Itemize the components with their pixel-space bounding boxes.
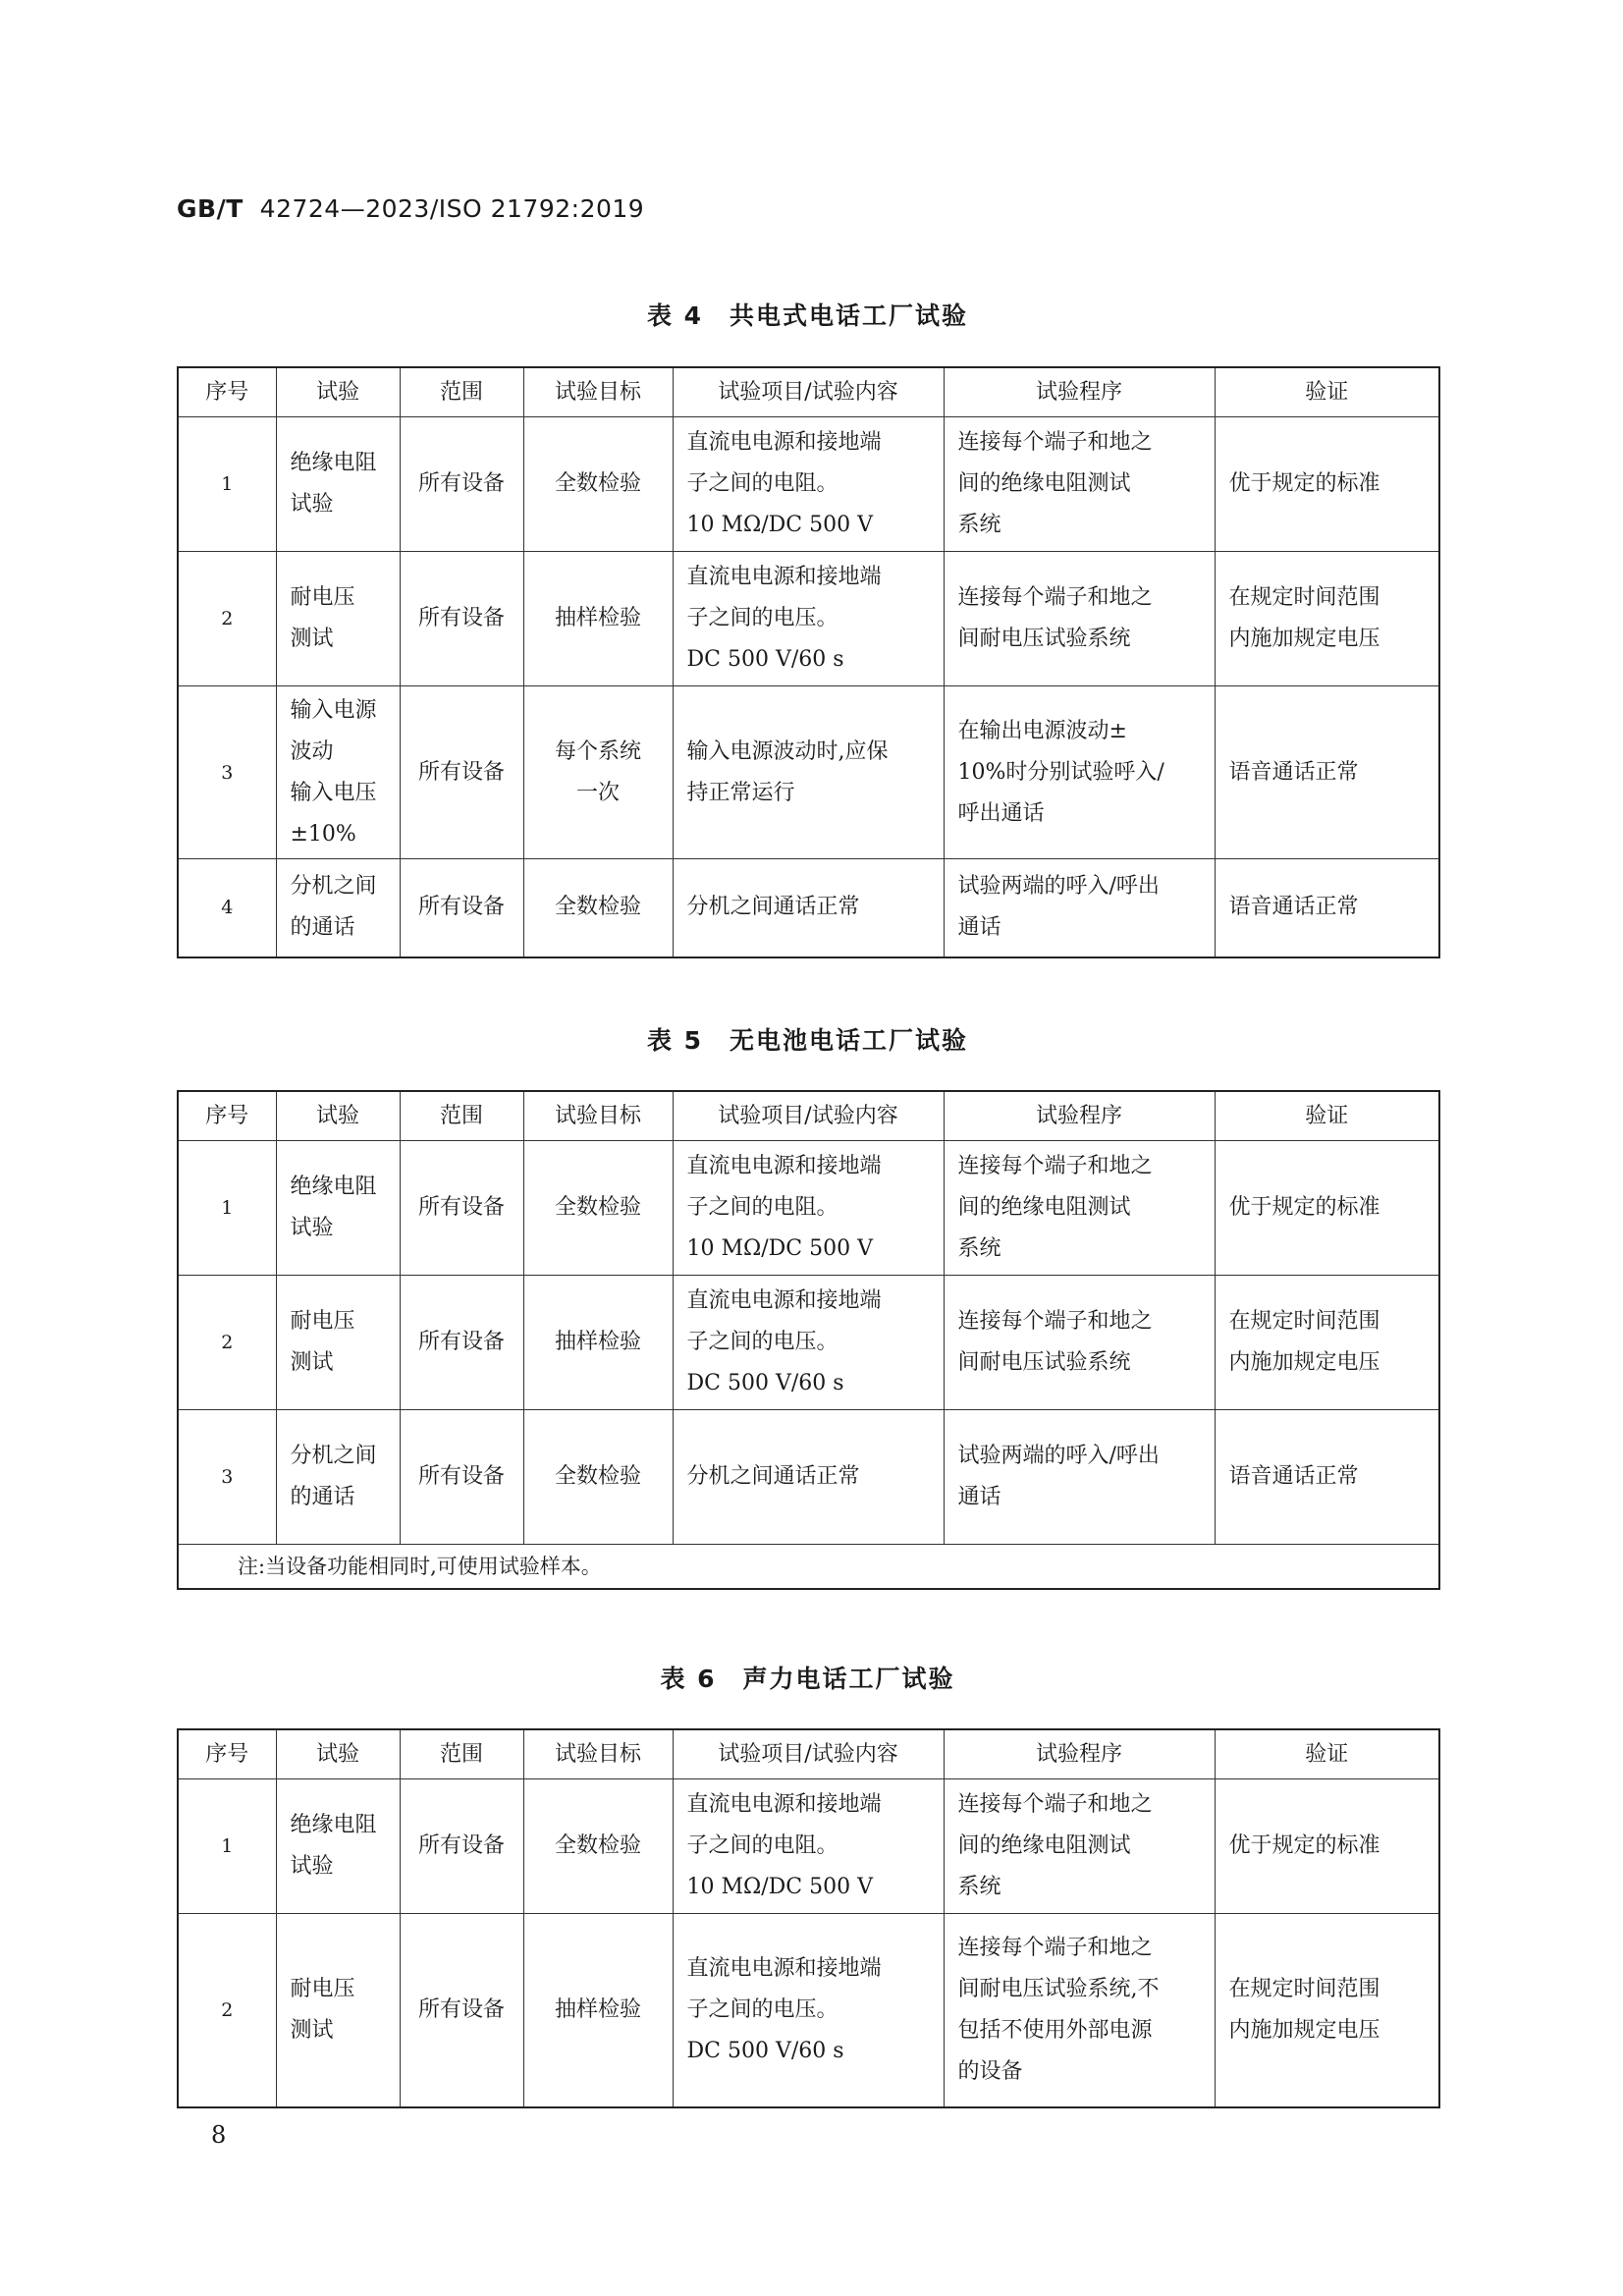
cell-text: 全数检验: [554, 1195, 641, 1220]
cell-text: 绝缘电阻 试验: [290, 1175, 377, 1240]
cell-content: [673, 859, 944, 957]
cell-verify: [1215, 417, 1439, 552]
cell-text: 在规定时间范围 内施加规定电压: [1228, 1309, 1380, 1375]
table4: [177, 366, 1440, 958]
cell-text: 优于规定的标准: [1228, 1833, 1380, 1858]
column-header-goal: 试验目标: [523, 367, 673, 417]
cell-number: [178, 686, 276, 859]
cell-procedure: [944, 1779, 1215, 1914]
cell-test: [276, 686, 400, 859]
standard-code: GB/T: [177, 194, 243, 223]
cell-text: 语音通话正常: [1228, 1464, 1359, 1489]
cell-procedure: [944, 417, 1215, 552]
cell-text: 连接每个端子和地之 间耐电压试验系统: [957, 1309, 1153, 1375]
cell-text: 所有设备: [417, 1996, 505, 2022]
cell-procedure: [944, 1914, 1215, 2107]
cell-text: 所有设备: [417, 606, 505, 630]
cell-test: [276, 859, 400, 957]
column-header-goal: 试验目标: [523, 1729, 673, 1779]
cell-verify: [1215, 686, 1439, 859]
header-row: [178, 367, 1439, 417]
cell-test: [276, 552, 400, 686]
document-header: [177, 194, 644, 223]
cell-text: 2: [221, 608, 234, 629]
cell-text: 直流电电源和接地端 子之间的电压。 DC 500 V/60 s: [686, 1288, 882, 1395]
note-row: [178, 1545, 1439, 1590]
cell-text: 绝缘电阻 试验: [290, 1813, 377, 1879]
cell-text: 所有设备: [417, 471, 505, 496]
cell-text: 1: [221, 473, 234, 495]
cell-test: [276, 417, 400, 552]
cell-procedure: [944, 859, 1215, 957]
cell-text: 抽样检验: [554, 606, 641, 630]
column-header-scope: 范围: [400, 367, 523, 417]
cell-text: 分机之间 的通话: [290, 874, 377, 941]
header-row: [178, 1729, 1439, 1779]
cell-text: 1: [221, 1835, 234, 1857]
cell-goal: [523, 1779, 673, 1914]
cell-scope: [400, 1276, 523, 1410]
table-row: [178, 686, 1439, 859]
cell-text: 语音通话正常: [1228, 895, 1359, 920]
column-header-verify: 验证: [1215, 1091, 1439, 1141]
column-header-number: 序号: [178, 1091, 276, 1141]
column-header-test: 试验: [276, 1729, 400, 1779]
column-header-number: 序号: [178, 1729, 276, 1779]
cell-text: 每个系统 一次: [554, 738, 641, 805]
cell-scope: [400, 552, 523, 686]
column-header-content: 试验项目/试验内容: [673, 367, 944, 417]
column-header-number: 序号: [178, 367, 276, 417]
cell-text: 全数检验: [554, 471, 641, 496]
table-row: [178, 417, 1439, 552]
cell-text: 输入电源 波动 输入电压 ±10%: [290, 697, 377, 847]
cell-content: [673, 1914, 944, 2107]
cell-text: 所有设备: [417, 759, 505, 785]
page-number: 8: [211, 2121, 227, 2149]
column-header-scope: 范围: [400, 1091, 523, 1141]
cell-goal: [523, 1276, 673, 1410]
cell-test: [276, 1141, 400, 1276]
cell-verify: [1215, 1410, 1439, 1545]
cell-text: 1: [221, 1197, 234, 1219]
table-row: [178, 1141, 1439, 1276]
cell-content: [673, 1276, 944, 1410]
cell-text: 抽样检验: [554, 1996, 641, 2022]
table-row: [178, 1779, 1439, 1914]
cell-text: 直流电电源和接地端 子之间的电阻。 10 MΩ/DC 500 V: [686, 1154, 882, 1261]
cell-text: 直流电电源和接地端 子之间的电压。 DC 500 V/60 s: [686, 1955, 882, 2063]
cell-verify: [1215, 1779, 1439, 1914]
cell-procedure: [944, 552, 1215, 686]
table-row: [178, 1914, 1439, 2107]
cell-content: [673, 1779, 944, 1914]
column-header-verify: 验证: [1215, 1729, 1439, 1779]
cell-text: 试验两端的呼入/呼出 通话: [957, 874, 1160, 941]
cell-text: 输入电源波动时,应保 持正常运行: [686, 738, 889, 805]
cell-text: 2: [221, 1998, 234, 2021]
cell-text: 连接每个端子和地之 间耐电压试验系统: [957, 585, 1153, 651]
cell-number: [178, 552, 276, 686]
cell-text: 所有设备: [417, 1330, 505, 1354]
cell-verify: [1215, 1276, 1439, 1410]
cell-scope: [400, 686, 523, 859]
table-note: 注:当设备功能相同时,可使用试验样本。: [178, 1545, 1439, 1590]
cell-text: 抽样检验: [554, 1330, 641, 1354]
cell-text: 直流电电源和接地端 子之间的电阻。 10 MΩ/DC 500 V: [686, 1792, 882, 1899]
cell-text: 分机之间通话正常: [686, 1464, 860, 1489]
cell-text: 3: [221, 1466, 234, 1488]
cell-procedure: [944, 1141, 1215, 1276]
cell-text: 连接每个端子和地之 间的绝缘电阻测试 系统: [957, 1154, 1153, 1261]
table4-caption: 表 4 共电式电话工厂试验: [646, 301, 969, 330]
cell-text: 分机之间通话正常: [686, 895, 860, 920]
column-header-procedure: 试验程序: [944, 1729, 1215, 1779]
column-header-procedure: 试验程序: [944, 1091, 1215, 1141]
cell-content: [673, 417, 944, 552]
cell-text: 在输出电源波动± 10%时分别试验呼入/ 呼出通话: [957, 718, 1164, 826]
table-row: [178, 1410, 1439, 1545]
cell-goal: [523, 1141, 673, 1276]
cell-number: [178, 1276, 276, 1410]
cell-procedure: [944, 686, 1215, 859]
cell-number: [178, 859, 276, 957]
cell-text: 绝缘电阻 试验: [290, 451, 377, 517]
cell-scope: [400, 1141, 523, 1276]
cell-goal: [523, 1914, 673, 2107]
cell-text: 所有设备: [417, 1833, 505, 1858]
cell-text: 3: [221, 761, 234, 784]
table-row: [178, 859, 1439, 957]
table-row: [178, 552, 1439, 686]
cell-text: 所有设备: [417, 1195, 505, 1220]
cell-text: 连接每个端子和地之 间耐电压试验系统,不 包括不使用外部电源 的设备: [957, 1935, 1160, 2084]
cell-content: [673, 1141, 944, 1276]
cell-text: 试验两端的呼入/呼出 通话: [957, 1444, 1160, 1509]
cell-text: 所有设备: [417, 895, 505, 920]
cell-test: [276, 1779, 400, 1914]
column-header-procedure: 试验程序: [944, 367, 1215, 417]
cell-scope: [400, 859, 523, 957]
cell-goal: [523, 686, 673, 859]
cell-number: [178, 1410, 276, 1545]
cell-test: [276, 1410, 400, 1545]
cell-goal: [523, 1410, 673, 1545]
cell-test: [276, 1276, 400, 1410]
cell-text: 耐电压 测试: [290, 1976, 355, 2043]
cell-text: 耐电压 测试: [290, 1309, 355, 1375]
cell-text: 语音通话正常: [1228, 759, 1359, 785]
table6-caption: 表 6 声力电话工厂试验: [660, 1665, 955, 1693]
cell-content: [673, 552, 944, 686]
cell-text: 连接每个端子和地之 间的绝缘电阻测试 系统: [957, 430, 1153, 537]
cell-text: 所有设备: [417, 1464, 505, 1489]
cell-number: [178, 1779, 276, 1914]
cell-number: [178, 417, 276, 552]
column-header-goal: 试验目标: [523, 1091, 673, 1141]
cell-text: 直流电电源和接地端 子之间的电阻。 10 MΩ/DC 500 V: [686, 430, 882, 537]
table6: [177, 1728, 1440, 2108]
cell-text: 在规定时间范围 内施加规定电压: [1228, 585, 1380, 651]
column-header-test: 试验: [276, 367, 400, 417]
cell-scope: [400, 1914, 523, 2107]
cell-goal: [523, 859, 673, 957]
column-header-scope: 范围: [400, 1729, 523, 1779]
header-row: [178, 1091, 1439, 1141]
cell-verify: [1215, 552, 1439, 686]
cell-procedure: [944, 1276, 1215, 1410]
cell-number: [178, 1914, 276, 2107]
cell-scope: [400, 417, 523, 552]
column-header-content: 试验项目/试验内容: [673, 1091, 944, 1141]
cell-content: [673, 686, 944, 859]
cell-text: 耐电压 测试: [290, 585, 355, 651]
table5: [177, 1090, 1440, 1590]
cell-procedure: [944, 1410, 1215, 1545]
cell-verify: [1215, 859, 1439, 957]
cell-text: 优于规定的标准: [1228, 471, 1380, 496]
cell-verify: [1215, 1141, 1439, 1276]
cell-text: 优于规定的标准: [1228, 1195, 1380, 1220]
cell-text: 全数检验: [554, 1464, 641, 1489]
cell-goal: [523, 417, 673, 552]
cell-verify: [1215, 1914, 1439, 2107]
table-row: [178, 1276, 1439, 1410]
cell-test: [276, 1914, 400, 2107]
column-header-test: 试验: [276, 1091, 400, 1141]
cell-text: 2: [221, 1332, 234, 1353]
column-header-verify: 验证: [1215, 367, 1439, 417]
standard-number: 42724—2023/ISO 21792:2019: [259, 194, 645, 223]
cell-text: 分机之间 的通话: [290, 1444, 377, 1509]
cell-goal: [523, 552, 673, 686]
cell-text: 全数检验: [554, 1833, 641, 1858]
cell-text: 全数检验: [554, 895, 641, 920]
cell-text: 在规定时间范围 内施加规定电压: [1228, 1976, 1380, 2043]
cell-scope: [400, 1779, 523, 1914]
cell-text: 直流电电源和接地端 子之间的电压。 DC 500 V/60 s: [686, 565, 882, 672]
cell-text: 4: [221, 897, 234, 919]
cell-content: [673, 1410, 944, 1545]
cell-text: 连接每个端子和地之 间的绝缘电阻测试 系统: [957, 1792, 1153, 1899]
table5-caption: 表 5 无电池电话工厂试验: [646, 1026, 969, 1055]
cell-scope: [400, 1410, 523, 1545]
cell-number: [178, 1141, 276, 1276]
column-header-content: 试验项目/试验内容: [673, 1729, 944, 1779]
